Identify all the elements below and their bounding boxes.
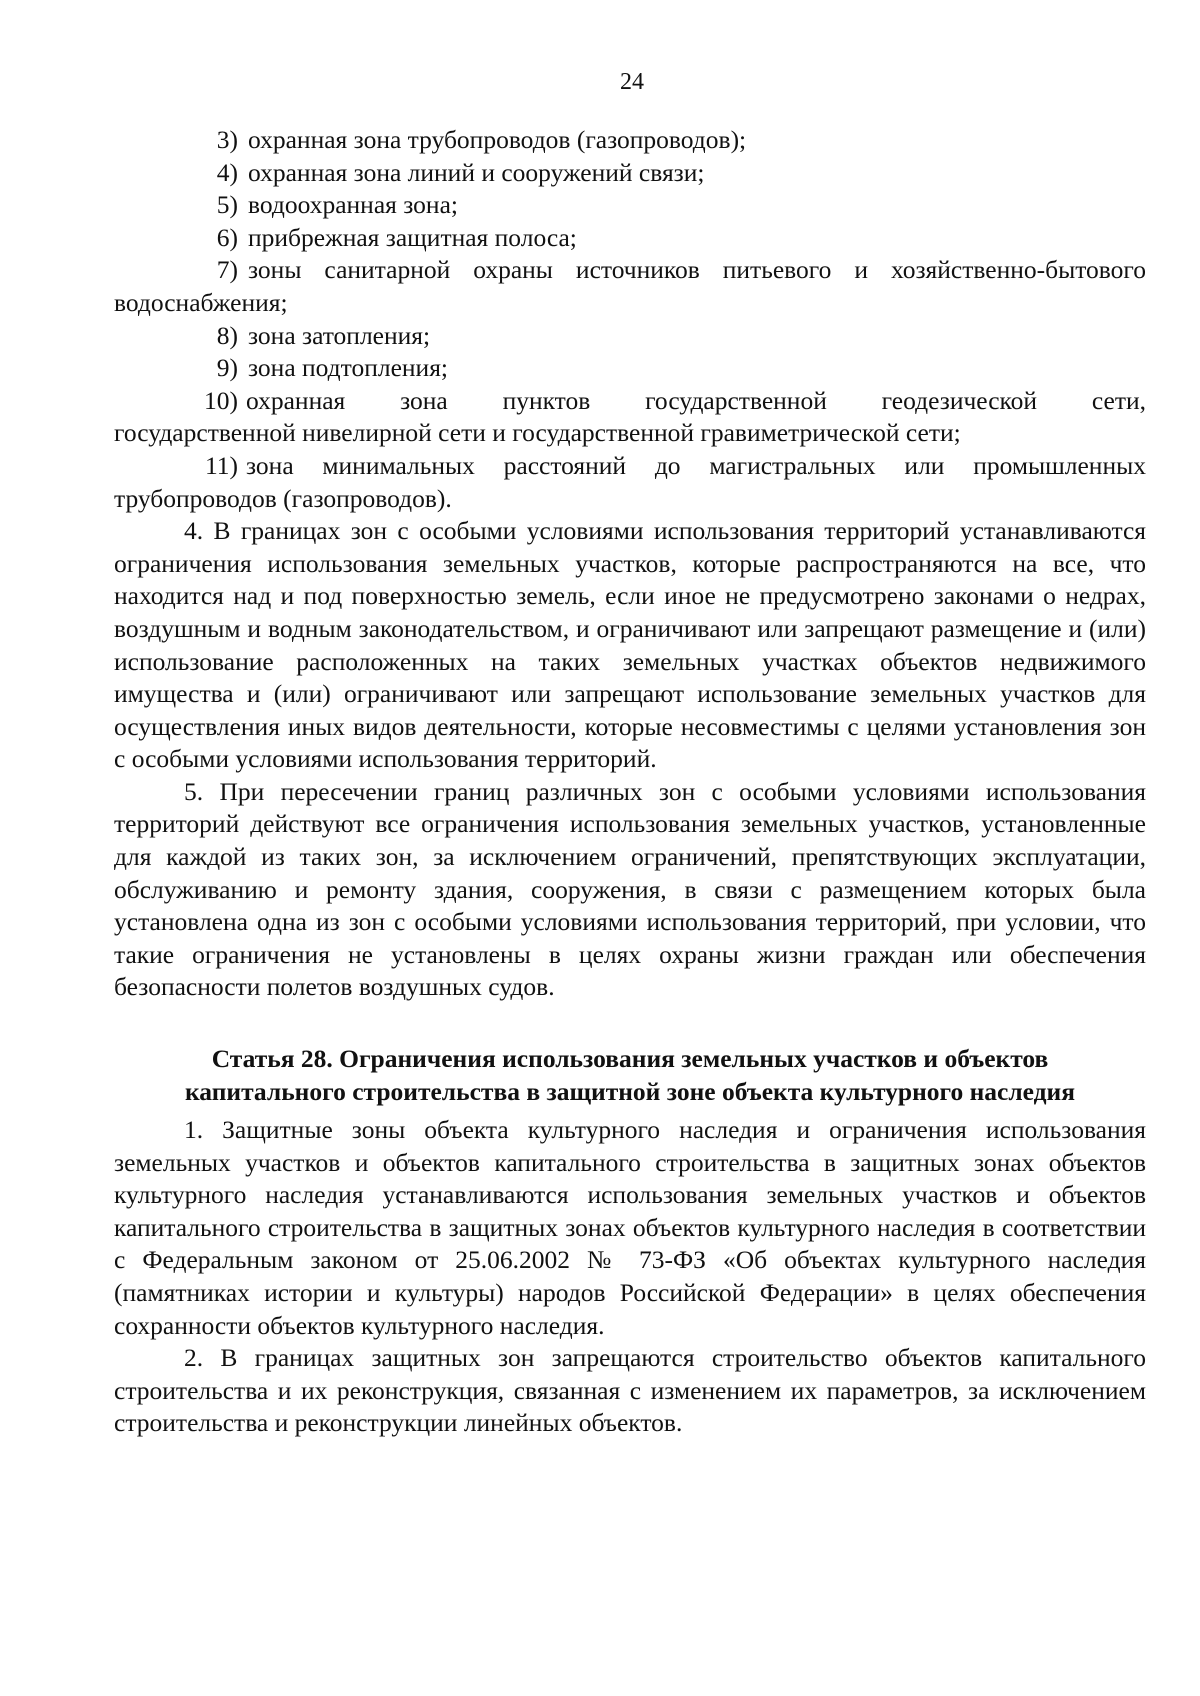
paragraph: 5. При пересечении границ различных зон с особыми условиями использования территорий действуют все ограничения использования земельных участков, установленные для каждой из таких зон, за исключением ограничений, препятствующих эксплуатации, обслуживанию и ремонту здания, сооружения, в связи с размещением которых была установлена одна из зон с особыми условиями использования территорий, при условии, что такие ограничения не установлены в целях охраны жизни граждан или обеспечения безопасности полетов воздушных судов. <box>114 776 1146 1002</box>
paragraph: 2. В границах защитных зон запрещаются строительство объектов капитального строительства и их реконструкция, связанная с изменением их параметров, за исключением строительства и реконструкции линейных объектов. <box>114 1343 1146 1438</box>
list-item-text: охранная зона трубопроводов (газопроводов); <box>248 125 747 154</box>
list-item-number: 8) <box>216 320 238 350</box>
list-item <box>114 385 1146 418</box>
list-item <box>114 254 1146 287</box>
list-item-continuation: государственной нивелирной сети и государственной гравиметрической сети; <box>114 418 961 448</box>
list-item-number: 11) <box>204 450 238 480</box>
paragraph: 1. Защитные зоны объекта культурного наследия и ограничения использования земельных участков и объектов капитального строительства в защитных зонах объектов культурного наследия устанавливаются использования земельных участков и объектов капитального строительства в защитных зонах объектов культурного наследия в соответствии с Федеральным законом от 25.06.2002 № 73-ФЗ «Об объектах культурного наследия (памятниках истории и культуры) народов Российской Федерации» в целях обеспечения сохранности объектов культурного наследия. <box>114 1115 1146 1340</box>
list-item-continuation: водоснабжения; <box>114 287 288 317</box>
list-item-text: прибрежная защитная полоса; <box>248 222 577 252</box>
list-item-number: 5) <box>216 190 238 220</box>
list-item-text: зона подтопления; <box>248 353 449 383</box>
paragraph: 4. В границах зон с особыми условиями использования территорий устанавливаются ограничения использования земельных участков, которые распространяются на все, что находится над и под поверхностью земель, если иное не предусмотрено законами о недрах, воздушным и водным законодательством, и ограничивают или запрещают размещение и (или) использование расположенных на таких земельных участках объектов недвижимого имущества и (или) ограничивают или запрещают использование земельных участков для осуществления иных видов деятельности, которые несовместимы с целями установления зон с особыми условиями использования территорий. <box>114 516 1146 774</box>
list-item-text: водоохранная зона; <box>248 190 458 220</box>
list-item-number: 9) <box>216 353 238 383</box>
list-item-number: 4) <box>216 157 238 187</box>
list-item-text: зона минимальных расстояний до магистральных или промышленных <box>246 450 1146 480</box>
page-number: 24 <box>620 69 644 95</box>
list-item <box>114 450 1146 483</box>
list-item <box>114 352 1146 385</box>
list-item-continuation: трубопроводов (газопроводов). <box>114 483 452 513</box>
document-body <box>114 124 1146 1440</box>
article-heading-line: Статья 28. Ограничения использования земельных участков и объектов <box>211 1044 1049 1074</box>
list-item-number: 6) <box>216 222 238 252</box>
article-heading-line: капитального строительства в защитной зоне объекта культурного наследия <box>184 1077 1076 1107</box>
list-item-text: зоны санитарной охраны источников питьевого и хозяйственно-бытового <box>248 255 1146 285</box>
list-item <box>114 124 1146 157</box>
list-item <box>114 189 1146 222</box>
list-item-number: 10) <box>204 385 238 415</box>
list-item-text: охранная зона линий и сооружений связи; <box>248 157 705 187</box>
article-heading <box>114 1042 1146 1108</box>
list-item <box>114 222 1146 255</box>
list-item <box>114 320 1146 353</box>
list-item-number: 7) <box>216 255 238 285</box>
list-item-text: зона затопления; <box>248 320 431 350</box>
list-item-number: 3) <box>216 125 238 154</box>
list-item-text: охранная зона пунктов государственной геодезической сети, <box>246 385 1146 415</box>
list-item <box>114 157 1146 190</box>
